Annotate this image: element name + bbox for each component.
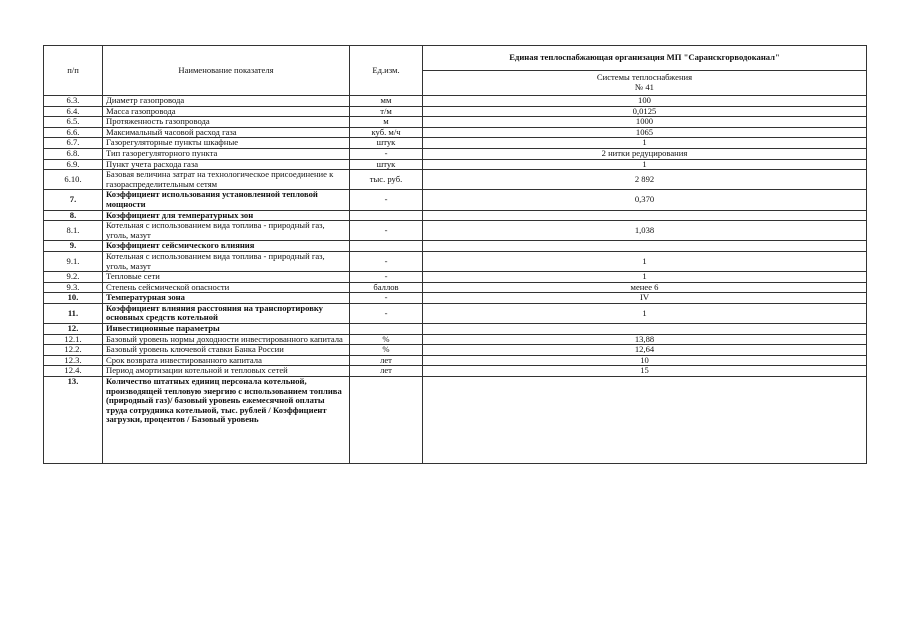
row-number: 8.: [44, 210, 103, 221]
row-unit: баллов: [350, 282, 423, 293]
table-row: [44, 251, 867, 271]
table-row: [44, 293, 867, 304]
row-number: 13.: [44, 377, 103, 464]
row-number: 6.10.: [44, 170, 103, 190]
table-row: [44, 159, 867, 170]
header-system-line2: № 41: [635, 82, 654, 92]
row-name: Котельная с использованием вида топлива - природный газ, уголь, мазут: [103, 221, 350, 241]
row-value: 13,88: [423, 334, 867, 345]
row-name: Тип газорегуляторного пункта: [103, 148, 350, 159]
row-name: Коэффициент сейсмического влияния: [103, 241, 350, 252]
row-value: 1: [423, 138, 867, 149]
row-value: 12,64: [423, 345, 867, 356]
row-value: [423, 241, 867, 252]
row-number: 6.8.: [44, 148, 103, 159]
row-name: Котельная с использованием вида топлива - природный газ, уголь, мазут: [103, 251, 350, 271]
table-body: [44, 96, 867, 464]
row-value: 0,0125: [423, 106, 867, 117]
row-unit: мм: [350, 96, 423, 107]
header-system-line1: Системы теплоснабжения: [596, 72, 693, 83]
row-unit: [350, 241, 423, 252]
row-value: 1,038: [423, 221, 867, 241]
row-number: 12.3.: [44, 355, 103, 366]
row-value: 1065: [423, 127, 867, 138]
row-number: 9.3.: [44, 282, 103, 293]
row-name: Базовый уровень нормы доходности инвестированного капитала: [103, 334, 350, 345]
row-name: Степень сейсмической опасности: [103, 282, 350, 293]
row-unit: [350, 210, 423, 221]
header-unit: Ед.изм.: [350, 46, 423, 96]
header-system: [423, 71, 867, 96]
row-number: 7.: [44, 190, 103, 210]
row-number: 9.: [44, 241, 103, 252]
row-name: Тепловые сети: [103, 272, 350, 283]
row-value: 1: [423, 303, 867, 323]
row-number: 6.7.: [44, 138, 103, 149]
row-value: IV: [423, 293, 867, 304]
table-row: [44, 366, 867, 377]
row-number: 9.1.: [44, 251, 103, 271]
row-number: 8.1.: [44, 221, 103, 241]
row-number: 6.6.: [44, 127, 103, 138]
table-row: [44, 148, 867, 159]
row-name: Максимальный часовой расход газа: [103, 127, 350, 138]
row-name: Масса газопровода: [103, 106, 350, 117]
row-name: Период амортизации котельной и тепловых сетей: [103, 366, 350, 377]
table-row: [44, 282, 867, 293]
row-value: 0,370: [423, 190, 867, 210]
table-row: [44, 345, 867, 356]
row-unit: -: [350, 251, 423, 271]
row-name: Газорегуляторные пункты шкафные: [103, 138, 350, 149]
row-value: 2 нитки редуцирования: [423, 148, 867, 159]
table-row: [44, 334, 867, 345]
table-row: [44, 355, 867, 366]
row-value: 2 892: [423, 170, 867, 190]
row-value: [423, 377, 867, 464]
header-num: п/п: [44, 46, 103, 96]
row-unit: штук: [350, 159, 423, 170]
row-name: Базовая величина затрат на технологическое присоединение к газораспределительным сетям: [103, 170, 350, 190]
row-unit: -: [350, 190, 423, 210]
row-number: 10.: [44, 293, 103, 304]
table-row: [44, 170, 867, 190]
row-name: Коэффициент для температурных зон: [103, 210, 350, 221]
row-unit: т/м: [350, 106, 423, 117]
table-row: [44, 377, 867, 464]
row-value: 15: [423, 366, 867, 377]
row-value: 1: [423, 251, 867, 271]
row-value: 10: [423, 355, 867, 366]
row-value: 1000: [423, 117, 867, 128]
row-name: Коэффициент влияния расстояния на транспортировку основных средств котельной: [103, 303, 350, 323]
row-unit: м: [350, 117, 423, 128]
row-unit: лет: [350, 366, 423, 377]
table-row: [44, 324, 867, 335]
row-unit: -: [350, 293, 423, 304]
document-page: [43, 45, 867, 595]
row-name: Протяженность газопровода: [103, 117, 350, 128]
table-row: [44, 117, 867, 128]
table-row: [44, 241, 867, 252]
row-name: Диаметр газопровода: [103, 96, 350, 107]
parameters-table: [43, 45, 867, 464]
header-row: [44, 46, 867, 71]
row-unit: лет: [350, 355, 423, 366]
row-value: [423, 324, 867, 335]
table-row: [44, 272, 867, 283]
row-name: Базовый уровень ключевой ставки Банка России: [103, 345, 350, 356]
table-row: [44, 138, 867, 149]
row-value: 1: [423, 272, 867, 283]
header-name: Наименование показателя: [103, 46, 350, 96]
row-number: 12.2.: [44, 345, 103, 356]
row-value: 1: [423, 159, 867, 170]
row-name: Количество штатных единиц персонала котельной, производящей тепловую энергию с использованием топлива (природный газ)/ базовый уровень ежемесячной оплаты труда сотрудника котельной, тыс. рублей / Коэффициент загрузки, процентов / Базовый уровень: [103, 377, 350, 464]
row-unit: -: [350, 148, 423, 159]
row-unit: -: [350, 272, 423, 283]
row-number: 6.5.: [44, 117, 103, 128]
row-value: [423, 210, 867, 221]
table-row: [44, 106, 867, 117]
row-number: 12.: [44, 324, 103, 335]
row-number: 6.4.: [44, 106, 103, 117]
row-unit: куб. м/ч: [350, 127, 423, 138]
row-number: 6.3.: [44, 96, 103, 107]
table-row: [44, 96, 867, 107]
table-row: [44, 221, 867, 241]
row-number: 12.4.: [44, 366, 103, 377]
table-row: [44, 190, 867, 210]
row-unit: %: [350, 334, 423, 345]
row-unit: [350, 377, 423, 464]
row-number: 9.2.: [44, 272, 103, 283]
table-row: [44, 303, 867, 323]
row-name: Пункт учета расхода газа: [103, 159, 350, 170]
row-name: Срок возврата инвестированного капитала: [103, 355, 350, 366]
row-name: Инвестиционные параметры: [103, 324, 350, 335]
row-name: Температурная зона: [103, 293, 350, 304]
row-unit: тыс. руб.: [350, 170, 423, 190]
row-name: Коэффициент использования установленной тепловой мощности: [103, 190, 350, 210]
row-value: 100: [423, 96, 867, 107]
row-unit: -: [350, 303, 423, 323]
row-number: 11.: [44, 303, 103, 323]
row-value: менее 6: [423, 282, 867, 293]
row-unit: штук: [350, 138, 423, 149]
header-organization: Единая теплоспабжающая организация МП "Саранскгорводоканал": [423, 46, 867, 71]
row-number: 12.1.: [44, 334, 103, 345]
row-unit: -: [350, 221, 423, 241]
row-unit: [350, 324, 423, 335]
table-row: [44, 127, 867, 138]
row-unit: %: [350, 345, 423, 356]
row-number: 6.9.: [44, 159, 103, 170]
table-row: [44, 210, 867, 221]
